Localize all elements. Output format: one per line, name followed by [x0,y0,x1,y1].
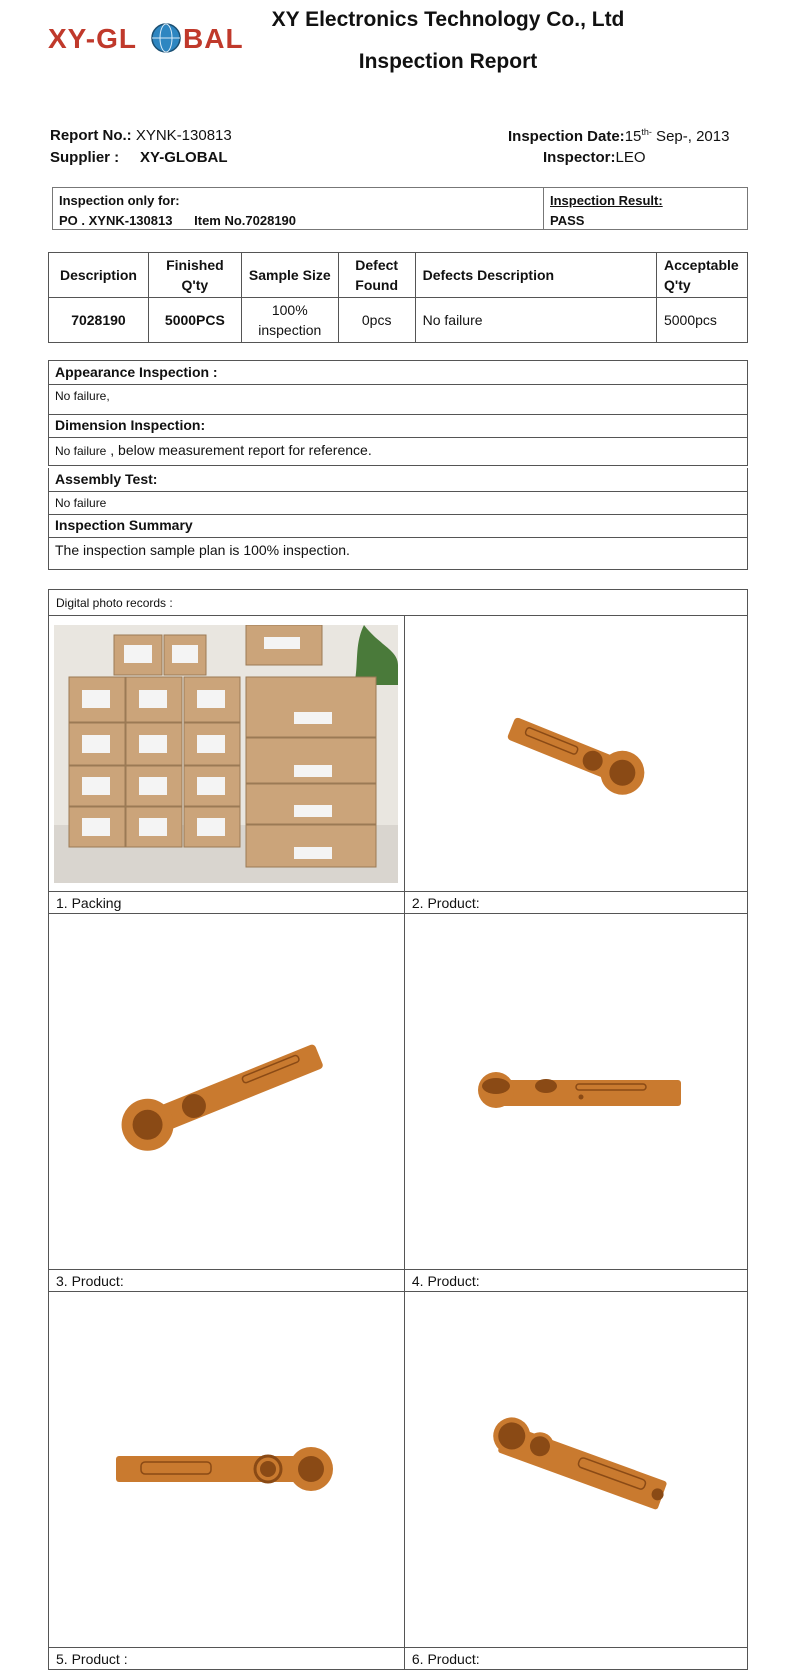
product-photo-2 [49,914,405,1270]
header-cell: Description [49,253,149,298]
table-header-row [49,253,748,298]
summary-section [48,514,748,570]
section-title: Appearance Inspection : [49,361,747,385]
po-number: PO . XYNK-130813 [59,213,173,228]
report-title: Inspection Report [358,50,538,73]
table-cell: 5000PCS [148,298,241,343]
table-cell: 7028190 [49,298,149,343]
table-cell: 100% inspection [241,298,338,343]
summary-table [48,252,748,343]
section-body: No failure, [55,389,110,403]
section-title: Assembly Test: [49,468,747,492]
company-logo [48,18,253,58]
product-photo-5 [404,1292,747,1648]
inspection-for-box [52,187,748,230]
table-cell: No failure [415,298,656,343]
assembly-section [48,468,748,515]
result-value: PASS [550,213,585,228]
photo-caption: 1. Packing [49,892,405,914]
section-body: No failure , below measurement report for reference. [55,442,372,458]
result-label: Inspection Result: [550,193,663,208]
product-photo-1 [404,616,747,892]
product-photo-4 [49,1292,405,1648]
photo-records-title: Digital photo records : [49,590,748,616]
table-row [49,298,748,343]
table-cell: 0pcs [338,298,415,343]
table-cell: 5000pcs [656,298,747,343]
header-cell: Defect Found [338,253,415,298]
inspector: Inspector:LEO [543,149,646,166]
photo-caption: 6. Product: [404,1648,747,1670]
header-cell: Sample Size [241,253,338,298]
section-body: The inspection sample plan is 100% inspection. [55,542,350,558]
item-number: Item No.7028190 [194,213,297,228]
dimension-section [48,414,748,466]
header-cell: Acceptable Q'ty [656,253,747,298]
header-cell: Defects Description [415,253,656,298]
photo-caption: 4. Product: [404,1270,747,1292]
header-cell: Finished Q'ty [148,253,241,298]
packing-photo [49,616,405,892]
section-body: No failure [55,496,107,510]
svg-text:BAL: BAL [183,23,244,54]
section-title: Dimension Inspection: [49,414,747,438]
section-title: Inspection Summary [49,514,747,538]
svg-text:XY-GL: XY-GL [48,23,138,54]
product-photo-3 [404,914,747,1270]
photo-caption: 3. Product: [49,1270,405,1292]
photo-caption: 2. Product: [404,892,747,914]
inspection-date: Inspection $Date:15^{th-}$ Sep-, 2013 [508,127,730,145]
inspection-for-label: Inspection only for: [59,193,180,208]
photo-caption: 5. Product : [49,1648,405,1670]
photo-records-table [48,589,748,1670]
report-number: Report No.: XYNK-130813 [50,127,232,144]
company-name: XY Electronics Technology Co., Ltd [271,8,625,31]
appearance-section [48,360,748,415]
supplier: Supplier : XY-GLOBAL [50,149,228,166]
